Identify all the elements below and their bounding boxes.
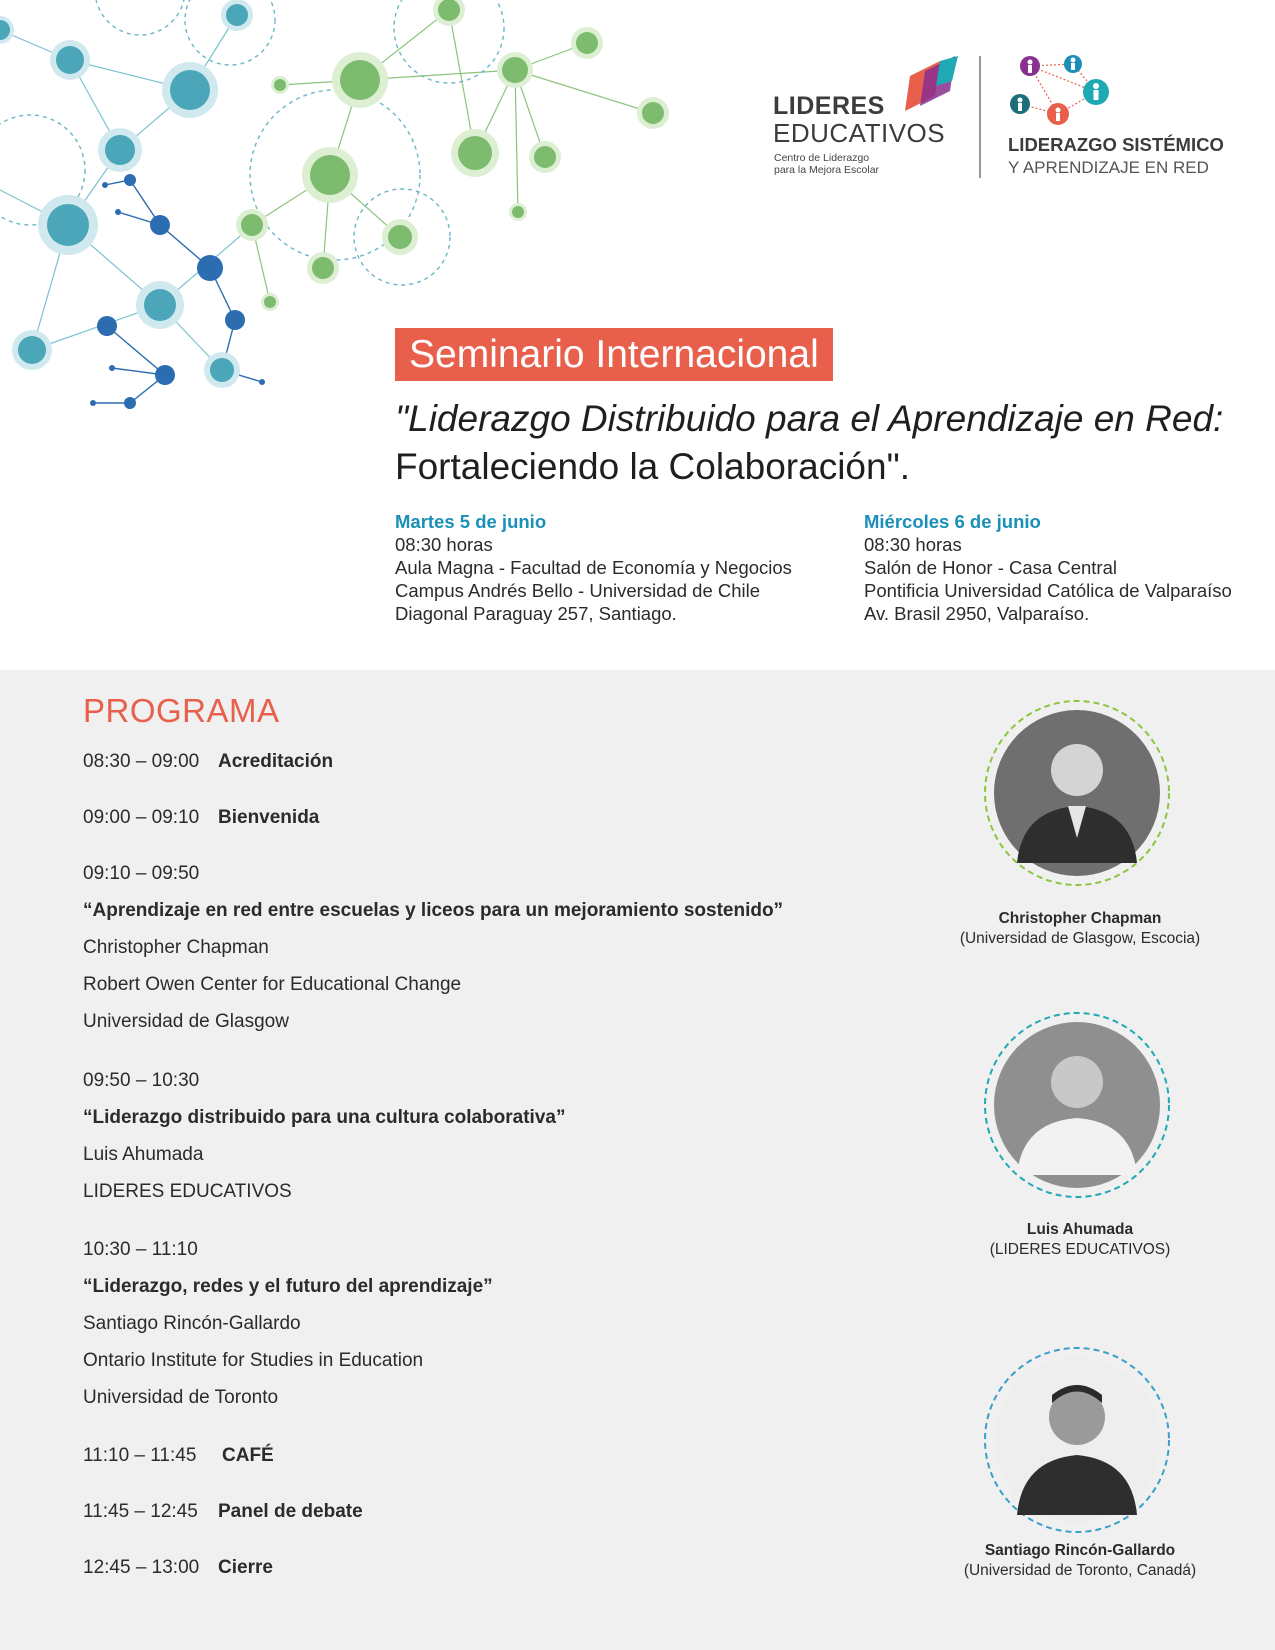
ls-logo-title: LIDERAZGO SISTÉMICO: [1008, 134, 1224, 155]
event-day-1: [395, 510, 835, 625]
event-address: Av. Brasil 2950, Valparaíso.: [864, 603, 1090, 624]
speaker-university: Universidad de Toronto: [83, 1387, 279, 1408]
program-item: [83, 1500, 883, 1524]
talk-title: “Liderazgo, redes y el futuro del aprendizaje”: [83, 1276, 493, 1297]
lideres-wordmark: LIDERES: [773, 92, 885, 120]
speaker-caption-3: [880, 1541, 1275, 1581]
speaker-caption-1: [880, 909, 1275, 949]
lideres-subtitle: Centro de Liderazgo para la Mejora Escolar: [774, 152, 880, 176]
program-item: [83, 1444, 883, 1468]
program-time: 10:30 – 11:10: [83, 1239, 198, 1260]
speaker-name: Santiago Rincón-Gallardo: [984, 1542, 1176, 1559]
event-venue: Aula Magna - Facultad de Economía y Negocios: [395, 557, 792, 578]
program-time: 09:10 – 09:50: [83, 863, 200, 884]
logo-divider: [979, 56, 981, 178]
event-day-label: Miércoles 6 de junio: [864, 511, 1041, 532]
speaker-affiliation: (LIDERES EDUCATIVOS): [989, 1241, 1171, 1258]
speaker-institution: Ontario Institute for Studies in Education: [83, 1350, 424, 1371]
program-label: Bienvenida: [218, 807, 320, 828]
event-address: Diagonal Paraguay 257, Santiago.: [395, 603, 677, 624]
program-item: [83, 806, 883, 830]
speaker-photo-3: [982, 1345, 1172, 1535]
program-label: Cierre: [218, 1557, 273, 1578]
talk-title: “Aprendizaje en red entre escuelas y liceos para un mejoramiento sostenido”: [83, 900, 784, 921]
speaker-photo-1: [982, 698, 1172, 888]
speaker-affiliation: (Universidad de Toronto, Canadá): [963, 1562, 1197, 1579]
speaker-name-line: Santiago Rincón-Gallardo: [83, 1313, 301, 1334]
speaker-institution: Robert Owen Center for Educational Change: [83, 974, 462, 995]
program-item: [83, 862, 883, 1034]
program-label: CAFÉ: [222, 1445, 274, 1466]
network-people-icon: [1008, 54, 1118, 130]
program-time: 09:00 – 09:10: [83, 807, 200, 828]
event-campus: Campus Andrés Bello - Universidad de Chile: [395, 580, 761, 601]
program-title: PROGRAMA: [83, 692, 280, 729]
program-item: [83, 1069, 883, 1204]
event-day-label: Martes 5 de junio: [395, 511, 547, 532]
program-item: [83, 750, 883, 774]
program-time: 11:10 – 11:45: [83, 1445, 197, 1466]
program-item: [83, 1238, 883, 1410]
program-time: 08:30 – 09:00: [83, 751, 200, 772]
program-label: Panel de debate: [218, 1501, 363, 1522]
event-time: 08:30 horas: [395, 534, 493, 555]
program-item: [83, 1556, 883, 1580]
speaker-institution: LIDERES EDUCATIVOS: [83, 1181, 292, 1202]
educativos-wordmark: EDUCATIVOS: [773, 118, 946, 148]
lideres-logo-mark-icon: [900, 56, 960, 126]
speaker-name-line: Christopher Chapman: [83, 937, 269, 958]
speaker-caption-2: [880, 1220, 1275, 1260]
speaker-affiliation: (Universidad de Glasgow, Escocia): [959, 930, 1201, 947]
talk-title: “Liderazgo distribuido para una cultura colaborativa”: [83, 1107, 566, 1128]
logos-header: [770, 52, 1230, 182]
seminar-title-line2: Fortaleciendo la Colaboración".: [395, 446, 910, 487]
ls-logo-subtitle: Y APRENDIZAJE EN RED: [1008, 158, 1209, 177]
program-time: 12:45 – 13:00: [83, 1557, 200, 1578]
event-time: 08:30 horas: [864, 534, 962, 555]
speaker-name: Luis Ahumada: [1026, 1221, 1134, 1238]
program-label: Acreditación: [218, 751, 334, 772]
speaker-photo-2: [982, 1010, 1172, 1200]
speaker-name: Christopher Chapman: [998, 910, 1162, 927]
event-campus: Pontificia Universidad Católica de Valparaíso: [864, 580, 1232, 601]
speaker-university: Universidad de Glasgow: [83, 1011, 289, 1032]
event-day-2: [864, 510, 1275, 625]
seminar-title: [395, 395, 1255, 491]
program-time: 09:50 – 10:30: [83, 1070, 200, 1091]
event-venue: Salón de Honor - Casa Central: [864, 557, 1117, 578]
program-time: 11:45 – 12:45: [83, 1501, 198, 1522]
seminar-title-line1: "Liderazgo Distribuido para el Aprendizaje en Red:: [395, 398, 1224, 439]
seminar-tag: Seminario Internacional: [395, 328, 833, 381]
speaker-name-line: Luis Ahumada: [83, 1144, 204, 1165]
